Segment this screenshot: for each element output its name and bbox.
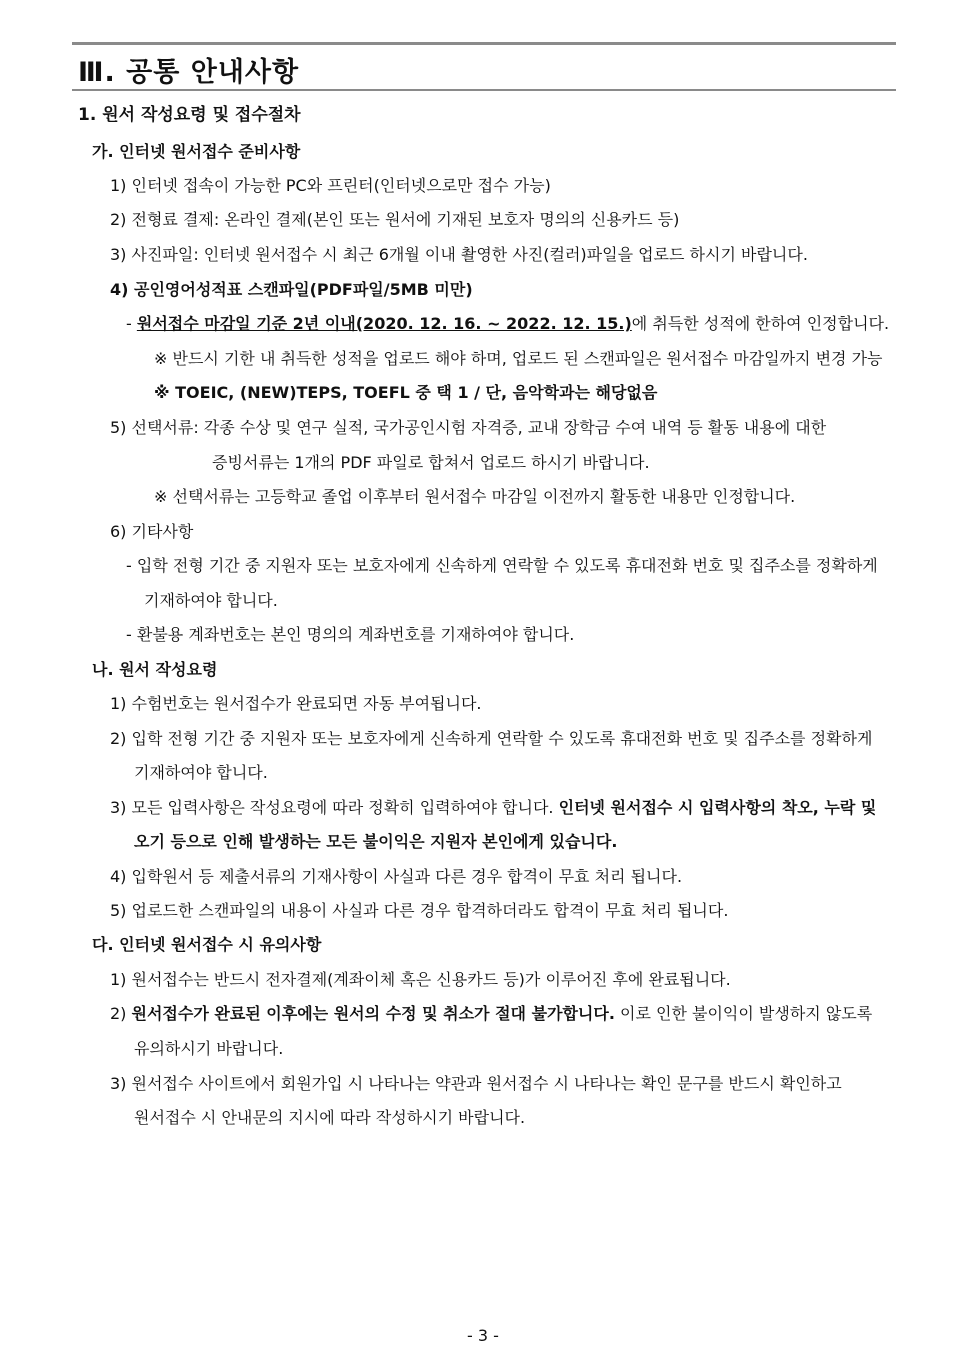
- item-number: 2): [110, 1004, 132, 1023]
- section-heading: 1. 원서 작성요령 및 접수절차: [78, 105, 301, 125]
- item-emphasis: 인터넷 원서접수 시 입력사항의 착오, 누락 및: [558, 798, 877, 817]
- dash-marker: -: [126, 314, 137, 333]
- deadline-rest: 에 취득한 성적에 한하여 인정합니다.: [631, 314, 890, 333]
- note: ※ 반드시 기한 내 취득한 성적을 업로드 해야 하며, 업로드 된 스캔파일은 원서접수 마감일까지 변경 가능: [154, 349, 883, 368]
- page-number: - 3 -: [467, 1326, 499, 1345]
- list-item: [110, 798, 876, 818]
- note: ※ TOEIC, (NEW)TEPS, TOEFL 중 택 1 / 단, 음악학과는 해당없음: [154, 383, 658, 402]
- list-item: 3) 원서접수 사이트에서 회원가입 시 나타나는 약관과 원서접수 시 나타나는 확인 문구를 반드시 확인하고: [110, 1074, 842, 1093]
- subsection-heading-ga: 가. 인터넷 원서접수 준비사항: [92, 142, 301, 161]
- list-item-continuation: 원서접수 시 안내문의 지시에 따라 작성하시기 바랍니다.: [134, 1108, 526, 1127]
- deadline-period: 원서접수 마감일 기준 2년 이내(2020. 12. 16. ~ 2022. 12. 15.): [136, 314, 632, 333]
- subsection-heading-da: 다. 인터넷 원서접수 시 유의사항: [92, 935, 322, 954]
- list-item: 1) 수험번호는 원서접수가 완료되면 자동 부여됩니다.: [110, 694, 482, 713]
- list-item: 6) 기타사항: [110, 522, 194, 541]
- list-item: 4) 공인영어성적표 스캔파일(PDF파일/5MB 미만): [110, 280, 473, 299]
- subsection-heading-na: 나. 원서 작성요령: [92, 660, 218, 679]
- list-item-continuation: 유의하시기 바랍니다.: [134, 1039, 284, 1058]
- dash-item: - 환불용 계좌번호는 본인 명의의 계좌번호를 기재하여야 합니다.: [126, 625, 575, 644]
- note: ※ 선택서류는 고등학교 졸업 이후부터 원서접수 마감일 이전까지 활동한 내용만 인정합니다.: [154, 487, 796, 506]
- dash-item-continuation: 기재하여야 합니다.: [144, 591, 278, 610]
- list-item: 5) 선택서류: 각종 수상 및 연구 실적, 국가공인시험 자격증, 교내 장학금 수여 내역 등 활동 내용에 대한: [110, 418, 827, 437]
- list-item: 1) 원서접수는 반드시 전자결제(계좌이체 혹은 신용카드 등)가 이루어진 후에 완료됩니다.: [110, 970, 731, 989]
- title-bottom-rule: [72, 89, 896, 91]
- list-item: 1) 인터넷 접속이 가능한 PC와 프린터(인터넷으로만 접수 가능): [110, 176, 551, 195]
- item-text: 3) 모든 입력사항은 작성요령에 따라 정확히 입력하여야 합니다.: [110, 798, 559, 817]
- item-emphasis: 원서접수가 완료된 이후에는 원서의 수정 및 취소가 절대 불가합니다.: [131, 1004, 615, 1023]
- list-item: 4) 입학원서 등 제출서류의 기재사항이 사실과 다른 경우 합격이 무효 처리 됩니다.: [110, 867, 683, 886]
- list-item: 5) 업로드한 스캔파일의 내용이 사실과 다른 경우 합격하더라도 합격이 무효 처리 됩니다.: [110, 901, 729, 920]
- list-item: 2) 입학 전형 기간 중 지원자 또는 보호자에게 신속하게 연락할 수 있도록 휴대전화 번호 및 집주소를 정확하게: [110, 729, 873, 748]
- list-item-continuation: 기재하여야 합니다.: [134, 763, 268, 782]
- deadline-line: [126, 314, 889, 334]
- list-item: 2) 전형료 결제: 온라인 결제(본인 또는 원서에 기재된 보호자 명의의 신용카드 등): [110, 210, 680, 229]
- dash-item: - 입학 전형 기간 중 지원자 또는 보호자에게 신속하게 연락할 수 있도록 휴대전화 번호 및 집주소를 정확하게: [126, 556, 878, 575]
- list-item-continuation: 증빙서류는 1개의 PDF 파일로 합쳐서 업로드 하시기 바랍니다.: [212, 453, 650, 472]
- title-top-rule: [72, 42, 896, 45]
- list-item: [110, 1004, 872, 1024]
- page-title: Ⅲ. 공통 안내사항: [78, 57, 300, 88]
- list-item-continuation: 오기 등으로 인해 발생하는 모든 불이익은 지원자 본인에게 있습니다.: [134, 832, 618, 851]
- list-item: 3) 사진파일: 인터넷 원서접수 시 최근 6개월 이내 촬영한 사진(컬러)파일을 업로드 하시기 바랍니다.: [110, 245, 808, 264]
- item-text: 이로 인한 불이익이 발생하지 않도록: [614, 1004, 873, 1023]
